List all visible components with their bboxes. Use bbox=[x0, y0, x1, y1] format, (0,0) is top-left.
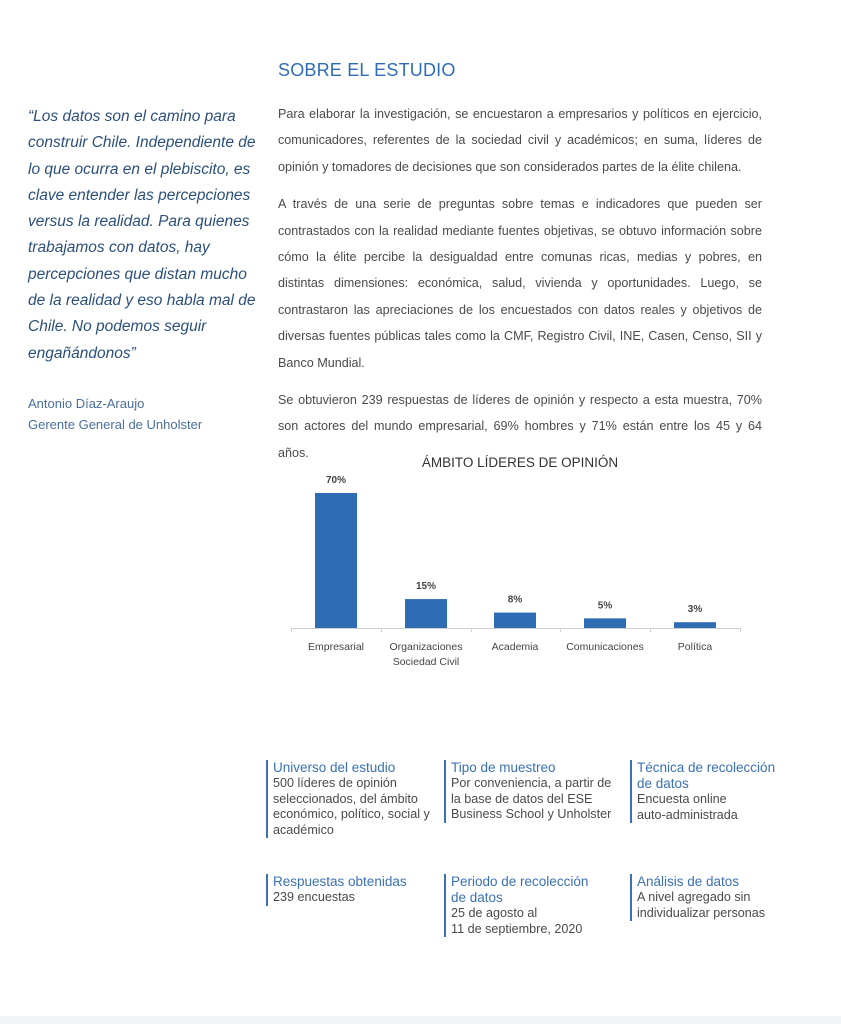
info-box-collection-technique bbox=[630, 760, 775, 823]
info-box-title: Técnica de recolección bbox=[637, 760, 776, 775]
paragraph-2: A través de una serie de preguntas sobre temas e indicadores que pueden ser contrastados con la realidad mediante fuentes objetivas, se obtuvo información sobre cómo la élite percibe la desigualdad entre comunas ricas, medias y pobres, en distintas dimensiones: económica, salud, vivienda y oportunidades. Luego, se contrastaron las apreciaciones de los encuestados con datos reales y objetivos de diversas fuentes públicas tales como la CMF, Registro Civil, INE, Casen, Censo, SII y Banco Mundial. bbox=[278, 197, 762, 370]
section-title: SOBRE EL ESTUDIO bbox=[278, 60, 456, 80]
info-box-text: A nivel agregado sin bbox=[637, 890, 751, 904]
info-box-text: académico bbox=[273, 822, 334, 837]
bar-value-label: 70% bbox=[325, 475, 347, 486]
study-description bbox=[278, 101, 762, 477]
bar bbox=[674, 622, 716, 628]
info-box-text: seleccionados, del ámbito bbox=[273, 791, 418, 806]
paragraph-1: Para elaborar la investigación, se encuestaron a empresarios y políticos en ejercicio, comunicadores, referentes de la sociedad civil y académicos; en suma, líderes de opinión y tomadores de decisiones que son considerados partes de la élite chilena. bbox=[278, 107, 762, 174]
bar-chart bbox=[278, 470, 748, 680]
info-box-text: Encuesta online bbox=[637, 792, 727, 806]
info-box-text: 500 líderes de opinión bbox=[273, 776, 397, 790]
bar-value-label: 3% bbox=[687, 604, 703, 616]
info-box-title: de datos bbox=[637, 776, 689, 791]
quote-author bbox=[28, 393, 202, 435]
category-tick-label: Organizaciones bbox=[389, 641, 463, 653]
bar bbox=[405, 599, 447, 628]
info-box-title: Tipo de muestreo bbox=[451, 760, 556, 775]
author-name: Antonio Díaz-Araujo bbox=[28, 396, 145, 411]
bar-value-label: 15% bbox=[415, 581, 437, 593]
footer-band bbox=[0, 1016, 841, 1024]
study-facts-grid bbox=[266, 760, 796, 970]
info-box-title: Respuestas obtenidas bbox=[273, 874, 407, 889]
info-box-universe bbox=[266, 760, 430, 838]
paragraph-3: Se obtuvieron 239 respuestas de líderes de opinión y respecto a esta muestra, 70% son actores del mundo empresarial, 69% hombres y 71% están entre los 45 y 64 años. bbox=[278, 393, 762, 460]
info-box-text: auto-administrada bbox=[637, 807, 738, 822]
bar bbox=[315, 493, 357, 628]
info-box-text: Por conveniencia, a partir de bbox=[451, 776, 612, 790]
bar-value-label: 8% bbox=[507, 594, 523, 606]
author-role: Gerente General de Unholster bbox=[28, 417, 203, 432]
bar-value-label: 5% bbox=[597, 600, 613, 612]
info-box-data-analysis bbox=[630, 874, 765, 921]
info-box-title: de datos bbox=[451, 890, 503, 905]
info-box-title: Periodo de recolección bbox=[451, 874, 589, 889]
chart-title: ÁMBITO LÍDERES DE OPINIÓN bbox=[421, 455, 619, 470]
pull-quote: “Los datos son el camino para construir Chile. Independiente de lo que ocurra en el plebiscito, es clave entender las percepciones versus la realidad. Para quienes trabajamos con datos, hay percepciones que distan mucho de la realidad y eso habla mal de Chile. No podemos seguir engañándonos” bbox=[28, 108, 256, 362]
info-box-collection-period bbox=[444, 874, 588, 937]
category-tick-label: Comunicaciones bbox=[566, 641, 644, 653]
info-box-text: 239 encuestas bbox=[273, 890, 355, 904]
category-tick-label: Empresarial bbox=[307, 641, 365, 653]
info-box-responses bbox=[266, 874, 407, 906]
bar bbox=[584, 618, 626, 628]
info-box-text: 11 de septiembre, 2020 bbox=[451, 921, 583, 936]
info-box-text: 25 de agosto al bbox=[451, 906, 538, 920]
category-tick-label: Academia bbox=[491, 641, 539, 653]
info-box-text: la base de datos del ESE bbox=[451, 791, 593, 806]
category-tick-label: Sociedad Civil bbox=[392, 656, 460, 668]
info-box-text: Business School y Unholster bbox=[451, 807, 612, 821]
bar bbox=[494, 613, 536, 628]
info-box-text: individualizar personas bbox=[637, 905, 766, 920]
info-box-text: económico, político, social y bbox=[273, 807, 430, 821]
info-box-title: Universo del estudio bbox=[273, 760, 396, 775]
info-box-title: Análisis de datos bbox=[637, 874, 740, 889]
info-box-sampling-type bbox=[444, 760, 611, 823]
category-tick-label: Política bbox=[677, 641, 713, 653]
